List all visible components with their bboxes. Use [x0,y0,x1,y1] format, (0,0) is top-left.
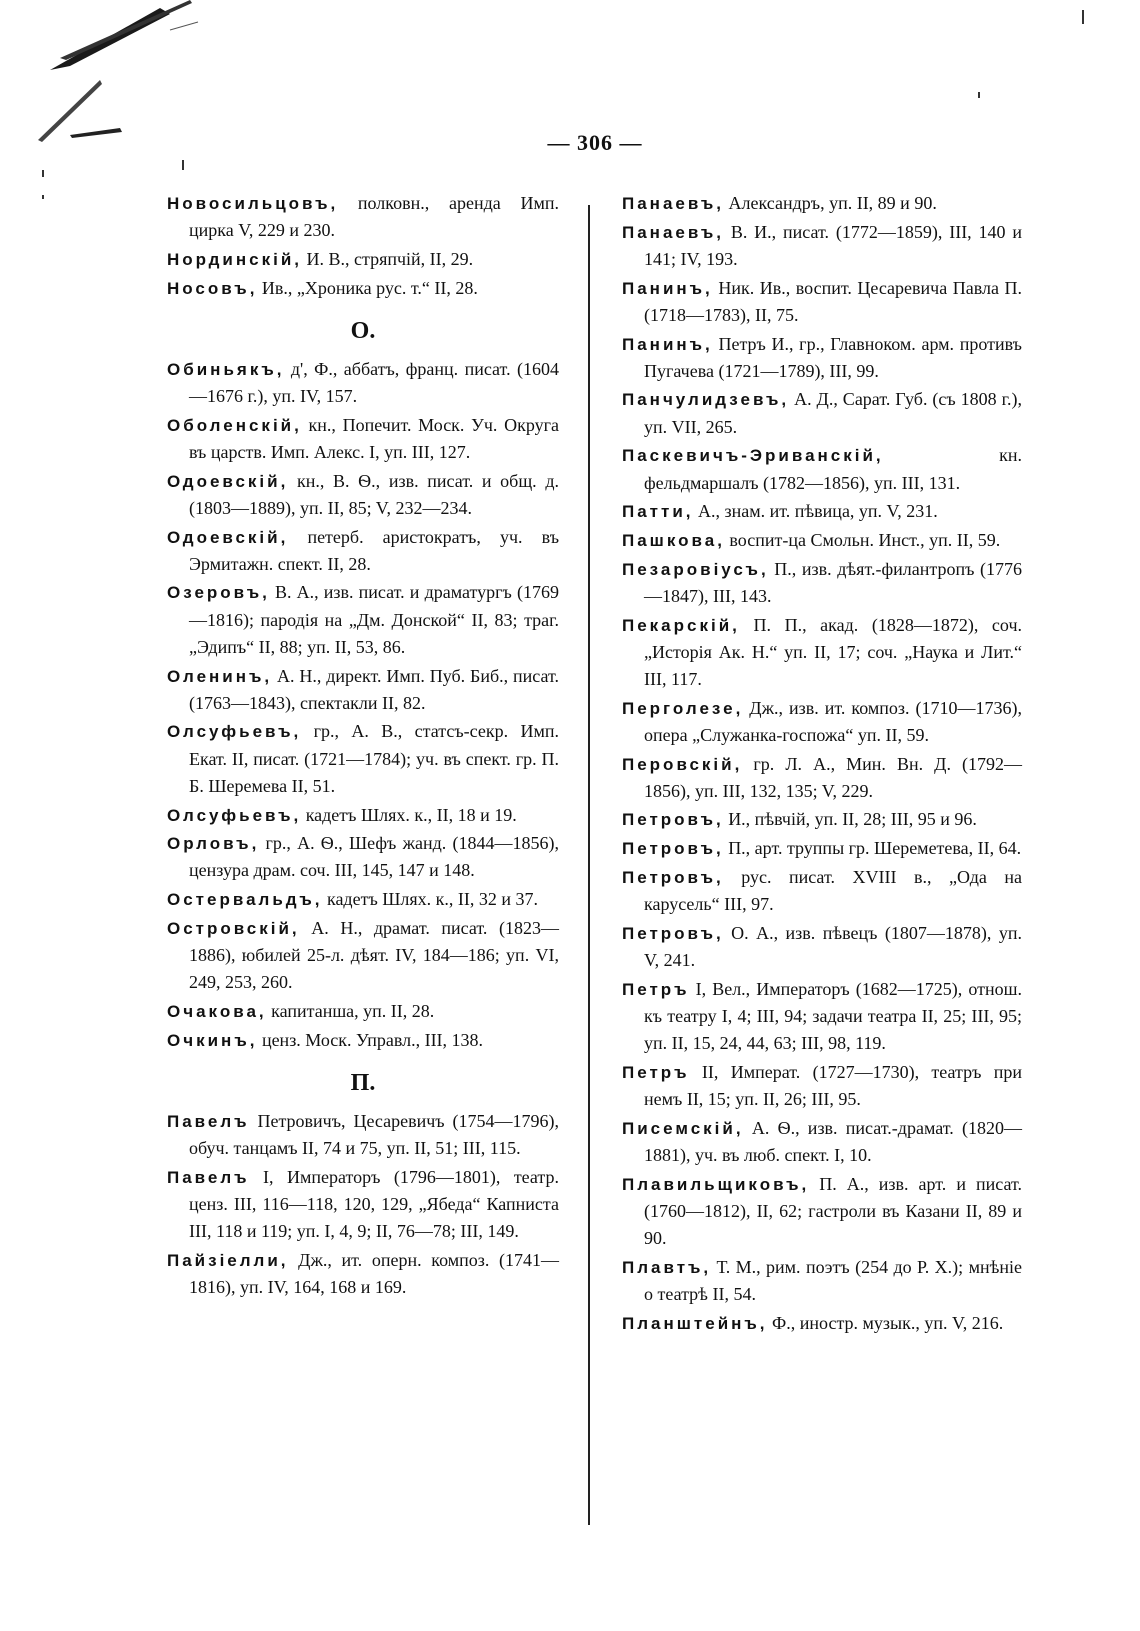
entry-text: А., знам. ит. пѣвица, уп. V, 231. [693,501,938,522]
entry-headword: Петровъ, [622,923,724,943]
entry-headword: Панаевъ, [622,222,724,242]
entry-headword: Панаевъ, [622,194,724,213]
entry-text: Ник. Ив., воспит. Цесаревича Павла П. (1718—1783), II, 75. [644,277,1022,325]
index-entry [622,1254,1022,1308]
entry-headword: Плавильщиковъ, [622,1174,810,1194]
entry-text: гр., А. Ѳ., Шефъ жанд. (1844—1856), цензура драм. соч. III, 145, 147 и 148. [189,833,559,881]
index-entry [167,524,559,578]
entry-text: А. Н., драмат. писат. (1823—1886), юбилей 25-л. дѣят. IV, 184—186; уп. VI, 249, 253, 260. [189,917,559,993]
index-entry [167,1164,559,1246]
index-entry [167,1108,559,1162]
entry-headword: Пекарскій, [622,615,740,635]
entry-text: О. А., изв. пѣвецъ (1807—1878), уп. V, 241. [644,922,1022,970]
index-entry [622,751,1022,805]
index-entry [167,468,559,522]
entry-headword: Петровъ, [622,839,724,859]
index-entry [622,864,1022,918]
entry-text: Ф., иностр. музык., уп. V, 216. [767,1312,1004,1333]
scan-smudge-mark [30,0,200,160]
entry-text: полковн., аренда Имп. цирка V, 229 и 230. [189,193,559,241]
section-letter: П. [350,1069,376,1096]
section-letter: О. [350,317,376,344]
entry-headword: Панчулидзевъ, [622,390,790,410]
entry-text: ценз. Моск. Управл., III, 138. [257,1029,484,1050]
entry-text: кн. фельдмаршалъ (1782—1856), уп. III, 131. [644,445,1022,493]
entry-text: гр. Л. А., Мин. Вн. Д. (1792—1856), уп. III, 132, 135; V, 229. [644,753,1022,801]
entry-headword: Петровъ, [622,867,724,887]
entry-headword: Очакова, [167,1001,267,1021]
index-entry [167,275,559,302]
entry-headword: Паскевичъ-Эриванскій, [622,446,884,466]
index-entry [167,663,559,717]
entry-headword: Озеровъ, [167,583,270,603]
entry-text: I, Императоръ (1796—1801), театр. ценз. III, 116—118, 120, 129, „Ябеда“ Капниста III, 118 и 119; уп. I, 4, 9; II, 76—78; III, 149. [189,1166,559,1242]
entry-headword: Олсуфьевъ, [167,722,302,742]
index-entry [167,802,559,829]
left-column [167,190,559,1303]
index-entry [622,219,1022,273]
entry-text: П. А., изв. арт. и писат. (1760—1812), II, 62; гастроли въ Казани II, 89 и 90. [644,1173,1022,1249]
scan-speck [182,160,184,170]
entry-headword: Перголезе, [622,698,744,718]
entry-text: рус. писат. XVIII в., „Ода на карусель“ III, 97. [644,866,1022,915]
entry-headword: Петръ [622,1062,690,1082]
entry-headword: Перовскій, [622,754,743,774]
entry-text: Дж., изв. ит. композ. (1710—1736), опера „Служанка-госпожа“ уп. II, 59. [644,697,1022,745]
entry-headword: Павелъ [167,1111,250,1131]
page-number: — 306 — [547,130,643,155]
index-entry [622,1310,1022,1337]
entry-text: д', Ф., аббатъ, франц. писат. (1604—1676 г.), уп. IV, 157. [189,358,559,407]
entry-headword: Одоевскій, [167,471,289,491]
index-entry [167,998,559,1025]
scan-speck [978,92,980,98]
entry-headword: Панинъ, [622,278,713,298]
entry-headword: Носовъ, [167,278,258,298]
entry-headword: Нординскій, [167,249,302,269]
entry-text: I, Вел., Императоръ (1682—1725), отнош. къ театру I, 4; III, 94; задачи театра II, 25; III, 95; уп. II, 15, 24, 44, 63; III, 98, 119. [644,978,1022,1054]
entry-text: Ив., „Хроника рус. т.“ II, 28. [257,277,478,298]
entry-text: гр., А. В., статсъ-секр. Имп. Екат. II, писат. (1721—1784); уч. въ спект. гр. П. Б. Шеремева II, 51. [189,721,559,796]
entry-text: II, Императ. (1727—1730), театръ при немъ II, 15; уп. II, 26; III, 95. [644,1061,1022,1109]
index-entry [622,190,1022,217]
entry-headword: Остервальдъ, [167,890,323,910]
entry-text: капитанша, уп. II, 28. [266,1000,435,1021]
index-entry [167,886,559,913]
scan-speck [42,170,44,177]
entry-text: А. Н., директ. Имп. Пуб. Биб., писат. (1763—1843), спектакли II, 82. [189,665,559,713]
entry-text: И. В., стряпчій, II, 29. [302,248,474,269]
entry-headword: Писемскій, [622,1118,744,1138]
entry-text: воспит-ца Смольн. Инст., уп. II, 59. [724,529,1001,550]
index-entry [167,830,559,884]
entry-text: Александръ, уп. II, 89 и 90. [724,193,937,213]
entry-headword: Оленинъ, [167,666,273,686]
index-entry [167,412,559,466]
index-entry [622,556,1022,610]
index-entry [622,527,1022,554]
entry-headword: Обиньякъ, [167,359,285,379]
entry-headword: Островскій, [167,918,300,938]
entry-text: Петровичъ, Цесаревичъ (1754—1796), обуч. танцамъ II, 74 и 75, уп. II, 51; III, 115. [189,1110,559,1159]
entry-headword: Патти, [622,502,694,522]
index-entry [622,275,1022,329]
index-entry [622,835,1022,862]
entry-headword: Плавтъ, [622,1257,712,1277]
entry-text: Петръ И., гр., Главноком. арм. противъ Пугачева (1721—1789), III, 99. [644,333,1022,381]
entry-text: кадетъ Шлях. к., II, 18 и 19. [301,804,517,825]
entry-headword: Одоевскій, [167,527,289,547]
entry-text: А. Ѳ., изв. писат.-драмат. (1820—1881), уч. въ люб. спект. I, 10. [644,1117,1022,1165]
entry-text: И., пѣвчій, уп. II, 28; III, 95 и 96. [723,809,977,830]
index-entry [167,579,559,661]
entry-text: В. А., изв. писат. и драматургъ (1769—1816); пародія на „Дм. Донской“ II, 83; траг. „Эдипъ“ II, 88; уп. II, 53, 86. [189,582,559,657]
entry-text: Т. М., рим. поэтъ (254 до Р. Х.); мнѣніе о театрѣ II, 54. [644,1256,1022,1304]
entry-text: Дж., ит. оперн. композ. (1741—1816), уп. IV, 164, 168 и 169. [189,1249,559,1298]
index-entry [622,1059,1022,1113]
index-entry [622,1171,1022,1253]
entry-text: кадетъ Шлях. к., II, 32 и 37. [322,889,539,910]
right-column [622,190,1022,1338]
index-entry [167,356,559,410]
entry-text: кн., В. Ѳ., изв. писат. и общ. д. (1803—1889), уп. II, 85; V, 232—234. [189,470,559,518]
index-entry [622,695,1022,749]
scan-speck [42,195,44,199]
entry-headword: Орловъ, [167,834,260,854]
entry-headword: Пезаровіусъ, [622,559,769,579]
index-entry [622,1115,1022,1169]
entry-headword: Олсуфьевъ, [167,805,302,825]
entry-headword: Петровъ, [622,810,724,830]
index-entry [622,612,1022,694]
index-entry [622,331,1022,385]
entry-headword: Петръ [622,979,690,999]
scan-speck [1082,10,1084,24]
entry-headword: Оболенскій, [167,415,302,435]
index-entry [622,498,1022,525]
index-entry [167,1027,559,1054]
index-entry [622,976,1022,1058]
entry-headword: Очкинъ, [167,1030,258,1050]
entry-text: петерб. аристократъ, уч. въ Эрмитажн. спект. II, 28. [189,526,559,574]
entry-text: П., изв. дѣят.-филантропъ (1776—1847), III, 143. [644,558,1022,606]
entry-headword: Павелъ [167,1167,250,1187]
entry-text: П. П., акад. (1828—1872), соч. „Исторія Ак. Н.“ уп. II, 17; соч. „Наука и Лит.“ III, 117. [644,614,1022,689]
index-entry [622,442,1022,496]
entry-headword: Пайзіелли, [167,1250,289,1270]
entry-text: П., арт. труппы гр. Шереметева, II, 64. [723,838,1022,859]
index-entry [622,920,1022,974]
entry-headword: Панинъ, [622,334,713,354]
index-entry [167,246,559,273]
entry-text: В. И., писат. (1772—1859), III, 140 и 141; IV, 193. [644,221,1022,269]
index-entry [167,1247,559,1301]
index-entry [167,915,559,997]
index-entry [622,806,1022,833]
entry-headword: Пашкова, [622,530,725,550]
entry-headword: Новосильцовъ, [167,194,339,213]
entry-headword: Планштейнъ, [622,1313,768,1333]
index-entry [167,190,559,244]
entry-text: кн., Попечит. Моск. Уч. Округа въ царств. Имп. Алекс. I, уп. III, 127. [189,414,559,462]
entry-text: А. Д., Сарат. Губ. (съ 1808 г.), уп. VII, 265. [644,389,1022,437]
column-divider [588,205,590,1525]
index-entry [167,718,559,800]
index-entry [622,386,1022,440]
